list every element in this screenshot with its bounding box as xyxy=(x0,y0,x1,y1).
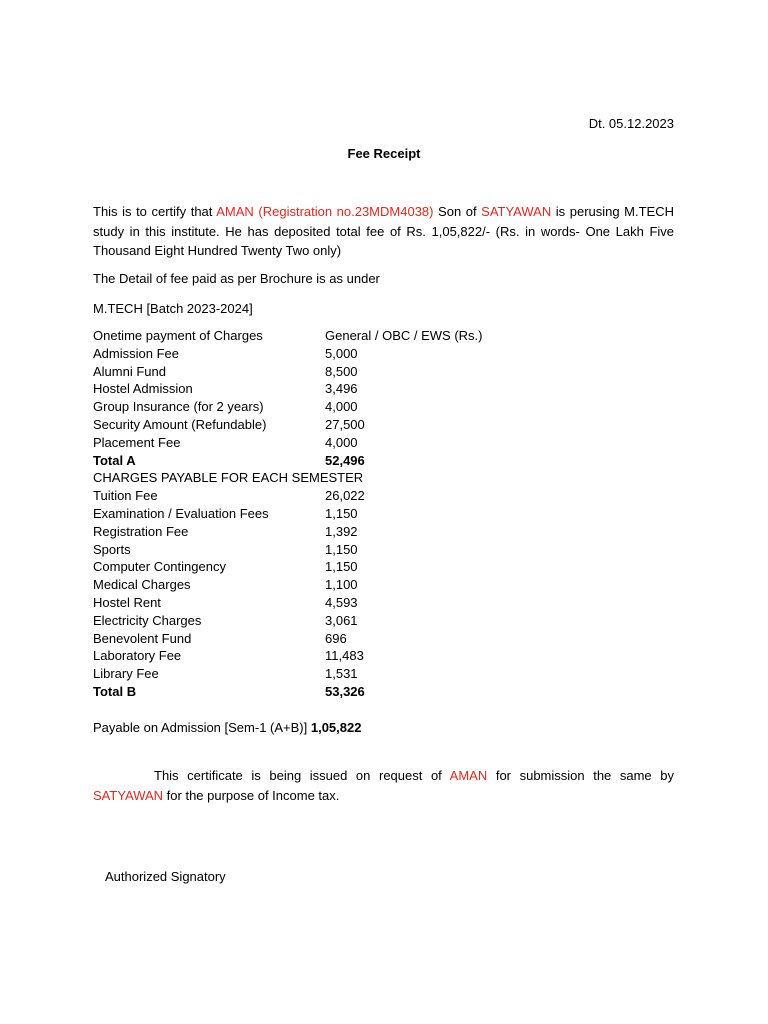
fee-value: 1,150 xyxy=(325,506,358,521)
intro-paren: ( xyxy=(253,204,263,219)
fee-row xyxy=(93,613,693,631)
fee-value: 696 xyxy=(325,630,347,646)
fee-row xyxy=(93,631,693,649)
fee-label: Benevolent Fund xyxy=(93,630,192,646)
fee-row xyxy=(93,453,693,471)
fee-value: 1,150 xyxy=(325,541,358,557)
fee-label: Electricity Charges xyxy=(93,612,202,628)
fee-value: General / OBC / EWS (Rs.) xyxy=(325,328,483,343)
batch-line: M.TECH [Batch 2023-2024] xyxy=(93,301,253,316)
fee-label: Library Fee xyxy=(93,666,159,682)
fee-row xyxy=(93,577,693,595)
intro-text-2: Son of xyxy=(433,204,482,219)
fee-value: 1,392 xyxy=(325,523,358,539)
fee-label: Onetime payment of Charges xyxy=(93,328,263,343)
certificate-text-3: for the purpose of Income tax. xyxy=(163,787,340,803)
page-title: Fee Receipt xyxy=(347,146,421,161)
fee-value: 27,500 xyxy=(325,417,365,432)
fee-label: Registration Fee xyxy=(93,523,189,539)
fee-row xyxy=(93,488,693,506)
fee-label: Hostel Admission xyxy=(93,381,193,397)
fee-row xyxy=(93,542,693,560)
fee-label: Computer Contingency xyxy=(93,559,226,575)
fee-value: 1,150 xyxy=(325,559,358,575)
fee-label: Security Amount (Refundable) xyxy=(93,417,267,432)
fee-label: Alumni Fund xyxy=(93,363,166,379)
registration-number: Registration no.23MDM4038) xyxy=(262,204,434,219)
fee-label: Placement Fee xyxy=(93,434,181,450)
fee-value: 11,483 xyxy=(325,648,364,664)
certificate-text-2: for submission the same by xyxy=(487,768,674,783)
certificate-paragraph xyxy=(93,766,674,805)
fee-label: Examination / Evaluation Fees xyxy=(93,506,269,521)
detail-line: The Detail of fee paid as per Brochure is as under xyxy=(93,271,380,286)
intro-text-3: is perusing M.TECH study in this institute. He has deposited total fee of Rs. 1,05,822/- (Rs. in words- One Lakh Five Thousand Eight Hundred Twenty Two only) xyxy=(93,204,674,258)
fee-row xyxy=(93,399,693,417)
fee-value: 4,000 xyxy=(325,434,358,450)
fee-value: 4,000 xyxy=(325,399,358,415)
fee-row xyxy=(93,381,693,399)
fee-row xyxy=(93,595,693,613)
fee-value: 4,593 xyxy=(325,595,358,610)
payable-line xyxy=(93,720,361,735)
fee-row xyxy=(93,417,693,435)
fee-row xyxy=(93,364,693,382)
intro-paragraph xyxy=(93,202,674,261)
receipt-date: Dt. 05.12.2023 xyxy=(588,116,674,131)
fee-value: 8,500 xyxy=(325,363,358,379)
authorized-signatory: Authorized Signatory xyxy=(105,869,226,884)
fee-value: 3,061 xyxy=(325,612,358,628)
fee-value: 1,531 xyxy=(325,666,358,682)
certificate-text-1: This certificate is being issued on request of xyxy=(154,768,450,783)
payable-amount: 1,05,822 xyxy=(310,720,362,735)
fee-row xyxy=(93,328,693,346)
fee-value: 53,326 xyxy=(325,684,365,699)
payable-label: Payable on Admission [Sem-1 (A+B)] xyxy=(93,720,311,735)
fee-value: 5,000 xyxy=(325,345,358,361)
student-name: AMAN xyxy=(216,204,254,219)
fee-label: CHARGES PAYABLE FOR EACH SEMESTER xyxy=(93,470,364,486)
fee-label: Medical Charges xyxy=(93,577,191,593)
fee-value: 1,100 xyxy=(325,577,358,593)
father-name: SATYAWAN xyxy=(481,204,552,219)
fee-row xyxy=(93,524,693,542)
fee-row xyxy=(93,648,693,666)
fee-label: Sports xyxy=(93,541,131,557)
intro-text-1: This is to certify that xyxy=(93,204,217,219)
fee-label: Admission Fee xyxy=(93,345,179,361)
fee-value: 52,496 xyxy=(325,452,365,468)
fee-row xyxy=(93,506,693,524)
fee-label: Group Insurance (for 2 years) xyxy=(93,399,264,415)
fee-value: 3,496 xyxy=(325,381,358,397)
certificate-father-name: SATYAWAN xyxy=(93,787,164,803)
fee-label: Hostel Rent xyxy=(93,595,161,610)
fee-label: Laboratory Fee xyxy=(93,648,182,664)
fee-label: Total A xyxy=(93,452,136,468)
fee-value: 26,022 xyxy=(325,488,365,504)
fee-label: Total B xyxy=(93,684,137,699)
fee-row xyxy=(93,470,693,488)
fee-row xyxy=(93,346,693,364)
fee-label: Tuition Fee xyxy=(93,488,158,504)
fee-row xyxy=(93,684,693,702)
certificate-student-name: AMAN xyxy=(449,768,488,783)
fee-row xyxy=(93,559,693,577)
fee-row xyxy=(93,435,693,453)
fee-row xyxy=(93,666,693,684)
